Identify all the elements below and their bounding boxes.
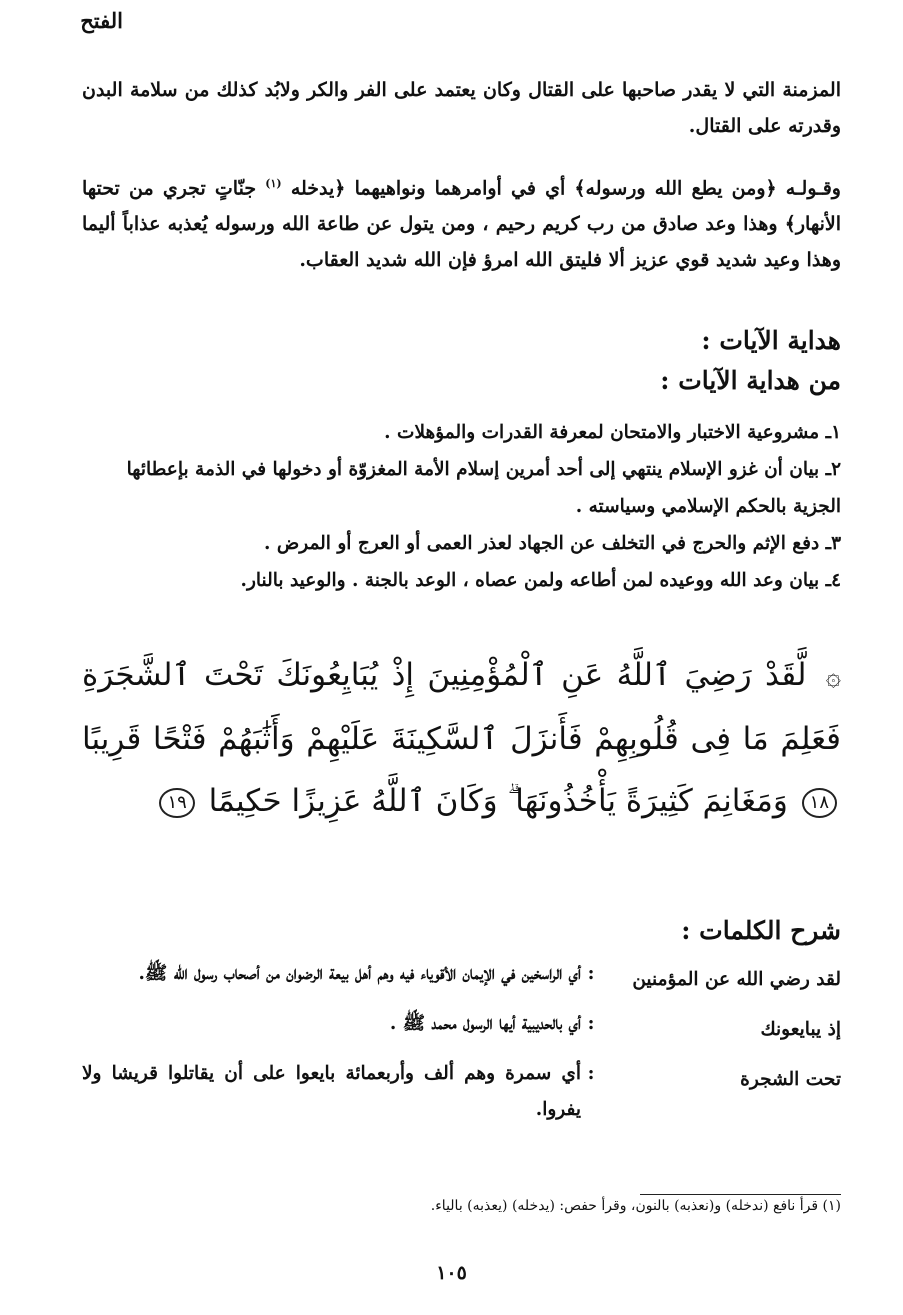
page-number: ١٠٥ bbox=[436, 1262, 467, 1284]
section-heading-word-explanation: شرح الكلمات : bbox=[681, 916, 841, 945]
glossary-definition: أي سمرة وهم ألف وأربعمائة بايعوا على أن يقاتلوا قريشا ولا يفروا. bbox=[82, 1063, 581, 1120]
glossary bbox=[82, 956, 841, 1136]
paragraph-text-before-ref: وقـولـه ﴿ومن يطع الله ورسوله﴾ أي في أوامرهما ونواهيهما ﴿يدخله bbox=[290, 177, 841, 200]
guidance-item: ٤ـ بيان وعد الله ووعيده لمن أطاعه ولمن عصاه ، الوعد بالجنة . والوعيد بالنار. bbox=[240, 570, 841, 591]
glossary-colon: : bbox=[587, 1013, 595, 1034]
paragraph-text-after-ref: جنّاتٍ تجري من تحتها الأنهار﴾ وهذا وعد صادق من رب كريم رحيم ، ومن يتول عن طاعة الله ورسوله يُعذبه عذاباً أليما وهذا وعيد شديد قوي عزيز ألا فليتق الله امرؤ فإن الله شديد العقاب. bbox=[82, 177, 841, 272]
verse-text-19: وَمَغَانِمَ كَثِيرَةً يَأْخُذُونَهَا ۗ وَكَانَ ٱللَّهُ عَزِيزًا حَكِيمًا bbox=[208, 783, 788, 819]
verse-number-marker: ١٨ bbox=[802, 788, 837, 818]
footnote-reference: (١) bbox=[265, 177, 282, 190]
verse-number-marker: ١٩ bbox=[159, 788, 194, 818]
glossary-term: إذ يبايعونك bbox=[760, 1019, 841, 1040]
glossary-term: لقد رضي الله عن المؤمنين bbox=[632, 969, 841, 990]
footnote: (١) قرأ نافع (ندخله) و(نعذبه) بالنون، وقرأ حفص: (يدخله) (يعذبه) بالياء. bbox=[430, 1198, 841, 1214]
quran-verse-block bbox=[82, 644, 841, 832]
guidance-list bbox=[82, 414, 841, 599]
footnote-separator bbox=[640, 1194, 841, 1195]
commentary-paragraph-1: المزمنة التي لا يقدر صاحبها على القتال وكان يعتمد على الفر والكر ولابُد كذلك من سلامة البدن وقدرته على القتال. bbox=[82, 79, 841, 137]
guidance-item: ٣ـ دفع الإثم والحرج في التخلف عن الجهاد لعذر العمى أو العرج أو المرض . bbox=[264, 533, 841, 554]
verse-text-18: لَّقَدْ رَضِيَ ٱللَّهُ عَنِ ٱلْمُؤْمِنِينَ إِذْ يُبَايِعُونَكَ تَحْتَ ٱلشَّجَرَةِ فَعَلِمَ مَا فِى قُلُوبِهِمْ فَأَنزَلَ ٱلسَّكِينَةَ عَلَيْهِمْ وَأَثَٰبَهُمْ فَتْحًا قَرِيبًا bbox=[82, 657, 841, 757]
glossary-row bbox=[82, 956, 841, 998]
glossary-definition: أي الراسخين في الإيمان الأقوياء فيه وهم أهل بيعة الرضوان من أصحاب رسول الله ﷺ. bbox=[138, 963, 581, 984]
section-subheading-guidance: من هداية الآيات : bbox=[660, 366, 841, 395]
glossary-colon: : bbox=[587, 963, 595, 984]
guidance-item: ١ـ مشروعية الاختبار والامتحان لمعرفة القدرات والمؤهلات . bbox=[384, 422, 841, 443]
rub-el-hizb-icon: ۞ bbox=[825, 662, 841, 692]
glossary-colon: : bbox=[587, 1063, 595, 1084]
glossary-row bbox=[82, 1056, 841, 1128]
commentary-paragraph-2 bbox=[82, 166, 841, 278]
section-heading-guidance: هداية الآيات : bbox=[701, 326, 841, 355]
glossary-row bbox=[82, 1006, 841, 1048]
guidance-item: ٢ـ بيان أن غزو الإسلام ينتهي إلى أحد أمرين إسلام الأمة المغزوّة أو دخولها في الذمة بإعطائها الجزية بالحكم الإسلامي وسياسته . bbox=[126, 459, 841, 517]
glossary-definition: أي بالحديبية أيها الرسول محمد ﷺ . bbox=[389, 1013, 581, 1034]
running-header: الفتح bbox=[80, 8, 123, 33]
glossary-term: تحت الشجرة bbox=[740, 1069, 841, 1090]
